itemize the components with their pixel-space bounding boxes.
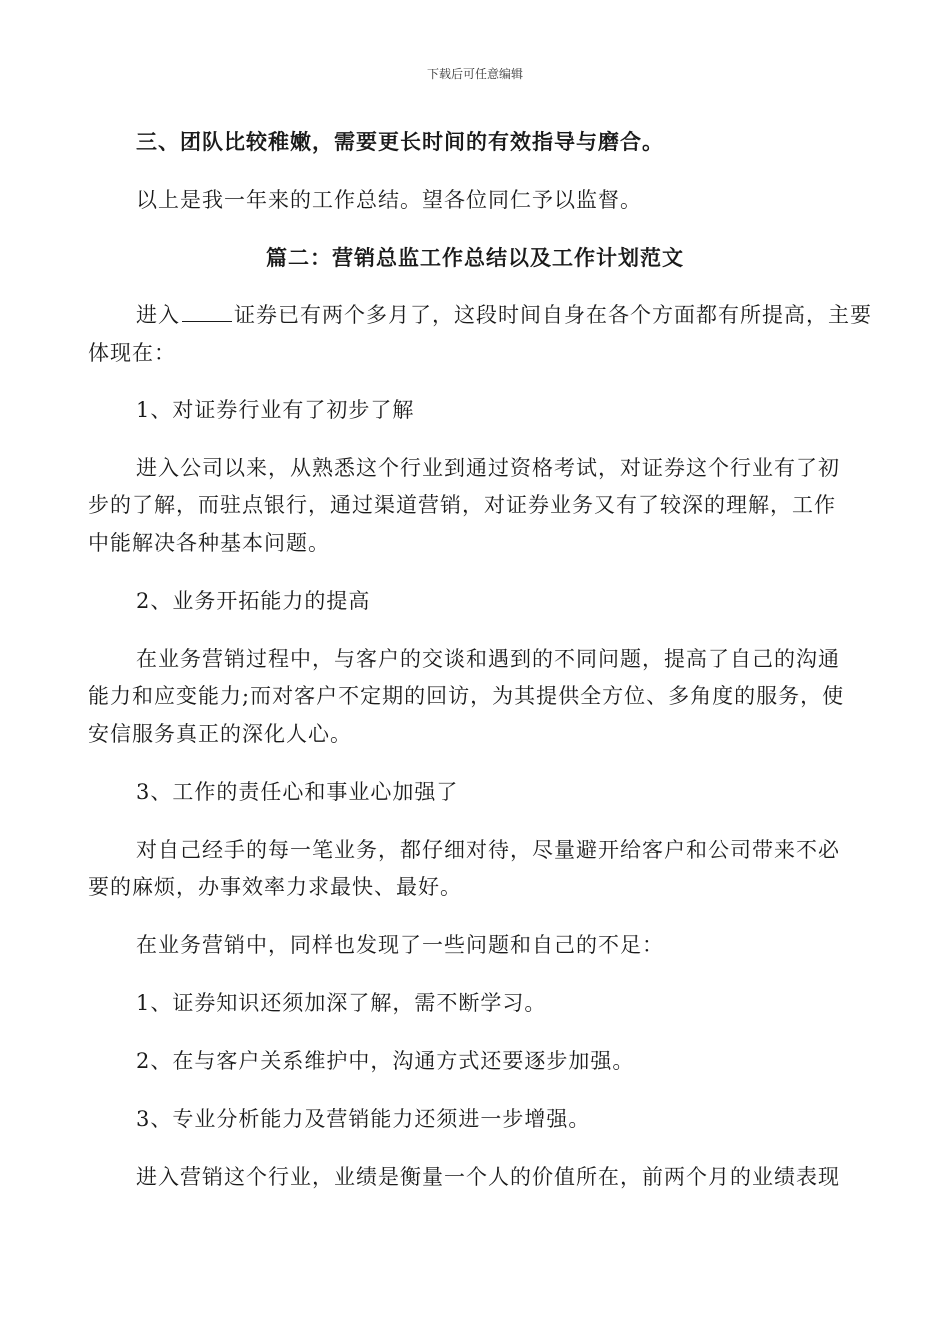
point-three-heading: 三、团队比较稚嫩，需要更长时间的有效指导与磨合。 <box>136 129 664 154</box>
problems-intro: 在业务营销中，同样也发现了一些问题和自己的不足： <box>136 933 664 957</box>
item-three-paragraph-line-2: 要的麻烦，办事效率力求最快、最好。 <box>88 875 462 899</box>
problem-one: 1、证券知识还须加深了解，需不断学习。 <box>136 991 547 1015</box>
intro-paragraph-line <box>136 299 872 329</box>
item-two-paragraph-line-3: 安信服务真正的深化人心。 <box>88 722 352 746</box>
problem-three: 3、专业分析能力及营销能力还须进一步增强。 <box>136 1107 591 1131</box>
closing-paragraph: 以上是我一年来的工作总结。望各位同仁予以监督。 <box>136 188 642 212</box>
item-two-paragraph-line-2: 能力和应变能力;而对客户不定期的回访，为其提供全方位、多角度的服务，使 <box>88 684 845 708</box>
item-three-title: 3、工作的责任心和事业心加强了 <box>136 780 459 804</box>
item-two-paragraph-line-1: 在业务营销过程中，与客户的交谈和遇到的不同问题，提高了自己的沟通 <box>136 647 840 671</box>
item-one-paragraph-line-1: 进入公司以来，从熟悉这个行业到通过资格考试，对证券这个行业有了初 <box>136 456 840 480</box>
final-paragraph-line: 进入营销这个行业，业绩是衡量一个人的价值所在，前两个月的业绩表现 <box>136 1165 840 1189</box>
intro-paragraph-line-2: 体现在： <box>88 341 176 365</box>
blank-underline <box>182 303 232 322</box>
section-title: 篇二：营销总监工作总结以及工作计划范文 <box>266 245 684 270</box>
item-three-paragraph-line-1: 对自己经手的每一笔业务，都仔细对待，尽量避开给客户和公司带来不必 <box>136 838 840 862</box>
page-header-note: 下载后可任意编辑 <box>426 67 523 81</box>
item-one-paragraph-line-2: 步的了解，而驻点银行，通过渠道营销，对证券业务又有了较深的理解，工作 <box>88 493 836 517</box>
problem-two: 2、在与客户关系维护中，沟通方式还要逐步加强。 <box>136 1049 635 1073</box>
intro-text-rest: 证券已有两个多月了，这段时间自身在各个方面都有所提高，主要 <box>234 303 872 327</box>
intro-text-start: 进入 <box>136 303 180 327</box>
item-two-title: 2、业务开拓能力的提高 <box>136 589 371 613</box>
item-one-title: 1、对证券行业有了初步了解 <box>136 398 415 422</box>
item-one-paragraph-line-3: 中能解决各种基本问题。 <box>88 531 330 555</box>
